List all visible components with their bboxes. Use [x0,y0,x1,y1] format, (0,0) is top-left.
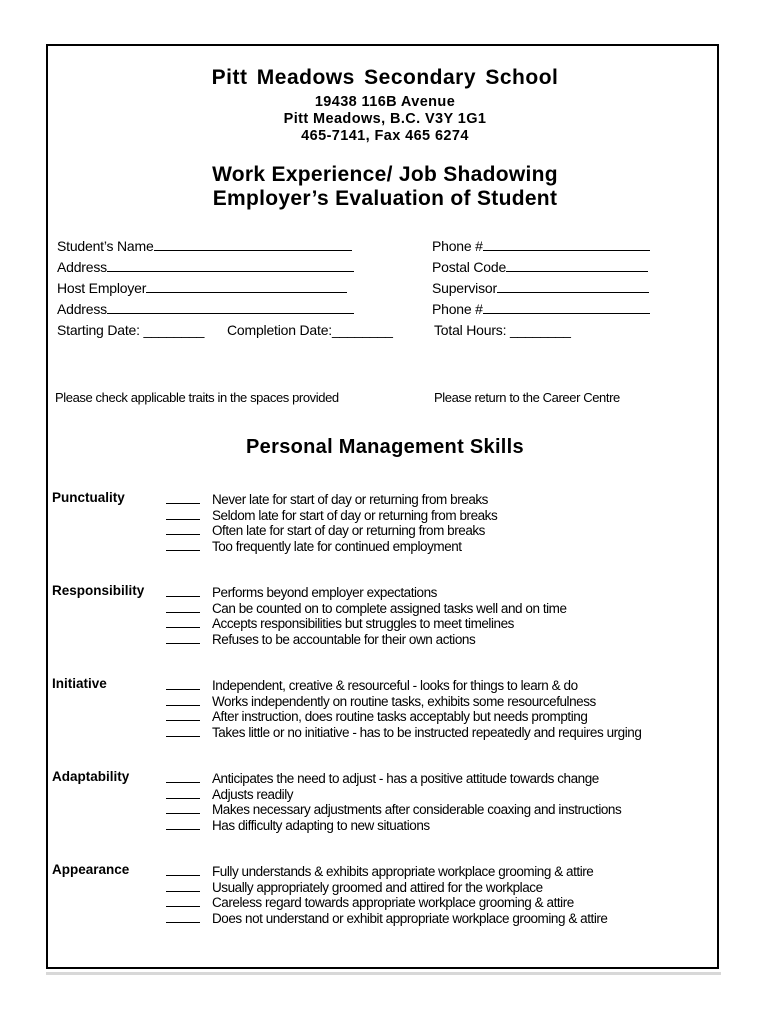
employer-address-line[interactable] [107,301,354,314]
option-label: Works independently on routine tasks, exhibits some resourcefulness [212,693,596,709]
option-row [166,508,497,524]
option-row [166,539,497,555]
option-row [166,694,641,710]
employer-address-field[interactable] [57,301,354,318]
skill-name: Punctuality [52,490,125,505]
option-row [166,771,621,787]
phone-field[interactable] [432,238,650,255]
postal-code-label: Postal Code [432,259,507,275]
check-blank[interactable] [166,586,200,597]
school-address-line1: 19438 116B Avenue [314,94,456,110]
option-label: Accepts responsibilities but struggles to meet timelines [212,616,514,631]
option-label: Seldom late for start of day or returning from breaks [212,507,498,523]
form-title-line2: Employer’s Evaluation of Student [212,187,558,210]
option-row [166,818,621,834]
check-blank[interactable] [166,509,200,520]
student-name-field[interactable] [57,238,352,255]
option-row [166,492,497,508]
instruction-return: Please return to the Career Centre [434,390,620,405]
check-blank[interactable] [166,695,200,706]
skill-name: Adaptability [52,769,130,784]
supervisor-label: Supervisor [432,280,497,296]
option-label: Performs beyond employer expectations [212,585,437,600]
option-label: Independent, creative & resourceful - looks for things to learn & do [212,678,578,693]
option-row [166,523,497,539]
section-title: Personal Management Skills [246,436,524,458]
option-label: Makes necessary adjustments after considerable coaxing and instructions [212,802,622,817]
starting-date-field[interactable] [57,322,204,339]
postal-code-field[interactable] [432,259,648,276]
check-blank[interactable] [166,710,200,721]
check-blank[interactable] [166,602,200,613]
phone-line[interactable] [483,238,650,251]
completion-date-label: Completion Date:________ [227,322,393,338]
supervisor-phone-field[interactable] [432,301,650,318]
option-row [166,616,567,632]
check-blank[interactable] [166,633,200,644]
address-field[interactable] [57,259,354,276]
option-label: Careless regard towards appropriate workplace grooming & attire [212,895,574,910]
host-employer-field[interactable] [57,280,347,297]
page-shadow [46,972,721,975]
check-blank[interactable] [166,788,200,799]
option-row [166,911,608,927]
school-address-line2: Pitt Meadows, B.C. V3Y 1G1 [283,111,487,127]
school-phone-fax: 465-7141, Fax 465 6274 [301,128,469,144]
option-label: After instruction, does routine tasks acceptably but needs prompting [212,709,588,724]
school-name: Pitt Meadows Secondary School [211,66,559,89]
option-row [166,678,641,694]
skill-name: Appearance [52,862,130,877]
option-row [166,585,567,601]
option-row [166,880,608,896]
form-title-line1: Work Experience/ Job Shadowing [212,163,558,186]
check-blank[interactable] [166,540,200,551]
check-blank[interactable] [166,803,200,814]
address-line[interactable] [107,259,354,272]
option-row [166,725,641,741]
check-blank[interactable] [166,524,200,535]
supervisor-phone-line[interactable] [483,301,650,314]
total-hours-label: Total Hours: ________ [434,322,571,338]
option-label: Never late for start of day or returning from breaks [212,492,488,507]
option-label: Often late for start of day or returning from breaks [212,523,485,538]
postal-code-line[interactable] [506,259,648,272]
check-blank[interactable] [166,912,200,923]
check-blank[interactable] [166,896,200,907]
check-blank[interactable] [166,881,200,892]
option-label: Adjusts readily [212,786,294,802]
completion-date-field[interactable] [227,322,393,339]
check-blank[interactable] [166,772,200,783]
option-row [166,787,621,803]
instruction-check-traits: Please check applicable traits in the spaces provided [55,390,339,405]
host-employer-line[interactable] [146,280,347,293]
option-label: Can be counted on to complete assigned tasks well and on time [212,600,567,616]
option-label: Fully understands & exhibits appropriate workplace grooming & attire [212,864,594,879]
employer-address-label: Address [57,301,107,317]
option-label: Has difficulty adapting to new situations [212,817,430,833]
option-label: Too frequently late for continued employment [212,538,462,554]
host-employer-label: Host Employer [57,280,147,296]
total-hours-field[interactable] [434,322,571,339]
check-blank[interactable] [166,865,200,876]
student-name-line[interactable] [154,238,352,251]
check-blank[interactable] [166,617,200,628]
option-label: Usually appropriately groomed and attired for the workplace [212,879,543,895]
option-row [166,895,608,911]
option-label: Anticipates the need to adjust - has a positive attitude towards change [212,771,599,786]
option-row [166,632,567,648]
student-name-label: Student’s Name [57,238,154,254]
skill-name: Responsibility [52,583,145,598]
check-blank[interactable] [166,679,200,690]
skill-name: Initiative [52,676,107,691]
supervisor-field[interactable] [432,280,649,297]
option-row [166,802,621,818]
check-blank[interactable] [166,726,200,737]
address-label: Address [57,259,107,275]
starting-date-label: Starting Date: ________ [57,322,205,338]
option-row [166,864,608,880]
supervisor-line[interactable] [497,280,649,293]
option-row [166,601,567,617]
phone-label: Phone # [432,238,483,254]
check-blank[interactable] [166,493,200,504]
option-row [166,709,641,725]
check-blank[interactable] [166,819,200,830]
option-label: Refuses to be accountable for their own actions [212,631,476,647]
option-label: Does not understand or exhibit appropriate workplace grooming & attire [212,910,608,926]
supervisor-phone-label: Phone # [432,301,483,317]
option-label: Takes little or no initiative - has to be instructed repeatedly and requires urging [212,724,642,740]
